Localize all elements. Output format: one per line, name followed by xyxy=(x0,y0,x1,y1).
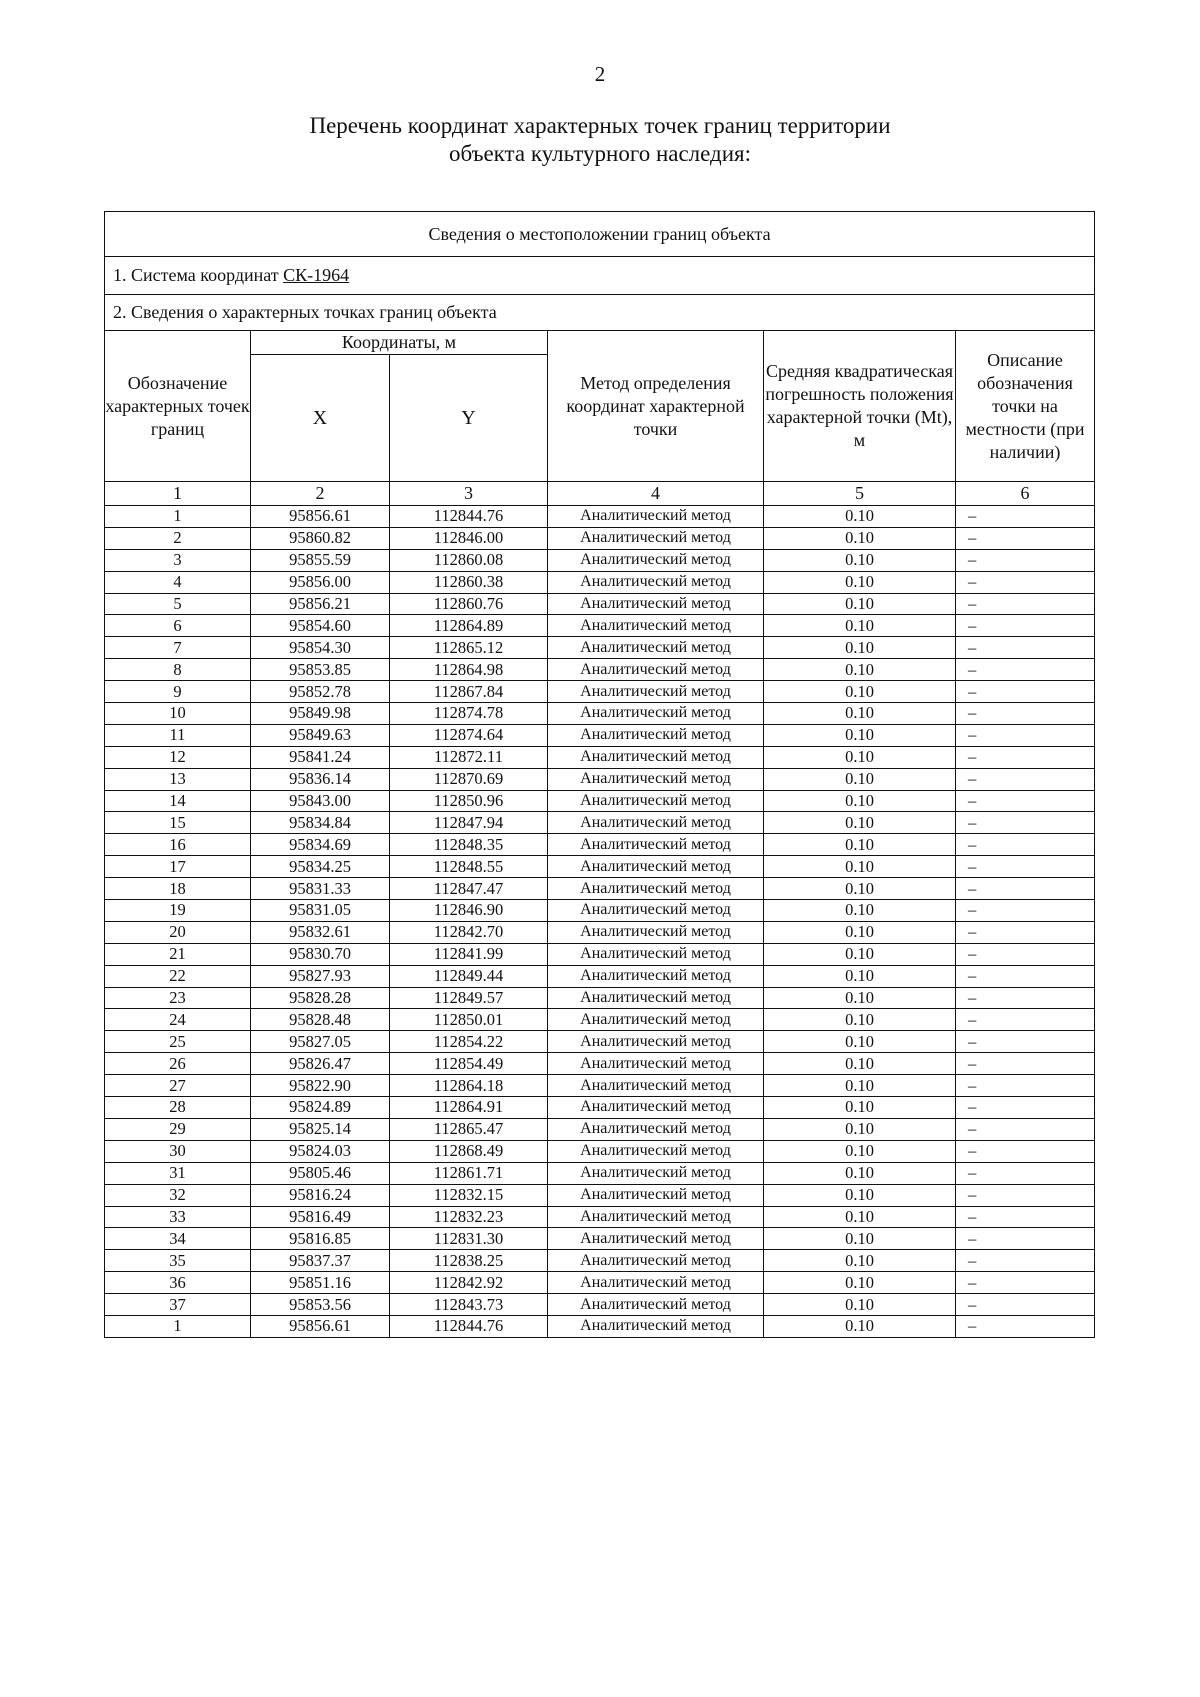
table-row xyxy=(105,812,1095,834)
description-cell: – xyxy=(956,921,1095,943)
x-coordinate-cell: 95836.14 xyxy=(251,768,390,790)
x-coordinate-cell: 95852.78 xyxy=(251,681,390,703)
column-number: 6 xyxy=(956,482,1095,506)
y-coordinate-cell: 112842.70 xyxy=(390,921,548,943)
error-cell: 0.10 xyxy=(764,1184,956,1206)
method-cell: Аналитический метод xyxy=(548,506,764,528)
error-cell: 0.10 xyxy=(764,593,956,615)
x-coordinate-cell: 95834.25 xyxy=(251,856,390,878)
error-cell: 0.10 xyxy=(764,681,956,703)
point-id-cell: 33 xyxy=(105,1206,251,1228)
table-row xyxy=(105,637,1095,659)
table-row xyxy=(105,1140,1095,1162)
description-cell: – xyxy=(956,571,1095,593)
x-coordinate-cell: 95805.46 xyxy=(251,1162,390,1184)
y-coordinate-cell: 112854.49 xyxy=(390,1053,548,1075)
point-id-cell: 32 xyxy=(105,1184,251,1206)
error-cell: 0.10 xyxy=(764,965,956,987)
table-row xyxy=(105,746,1095,768)
table-row xyxy=(105,1228,1095,1250)
table-row xyxy=(105,900,1095,922)
error-cell: 0.10 xyxy=(764,812,956,834)
description-cell: – xyxy=(956,1250,1095,1272)
coordinates-table xyxy=(104,211,1095,1338)
table-row xyxy=(105,593,1095,615)
y-coordinate-cell: 112844.76 xyxy=(390,1315,548,1337)
method-cell: Аналитический метод xyxy=(548,637,764,659)
table-row xyxy=(105,527,1095,549)
table-row xyxy=(105,681,1095,703)
point-id-cell: 7 xyxy=(105,637,251,659)
method-cell: Аналитический метод xyxy=(548,1097,764,1119)
method-cell: Аналитический метод xyxy=(548,681,764,703)
point-id-cell: 13 xyxy=(105,768,251,790)
error-cell: 0.10 xyxy=(764,571,956,593)
point-id-cell: 26 xyxy=(105,1053,251,1075)
error-cell: 0.10 xyxy=(764,1294,956,1316)
description-cell: – xyxy=(956,659,1095,681)
point-id-cell: 5 xyxy=(105,593,251,615)
method-cell: Аналитический метод xyxy=(548,1031,764,1053)
document-title xyxy=(0,112,1200,168)
description-cell: – xyxy=(956,593,1095,615)
method-cell: Аналитический метод xyxy=(548,1118,764,1140)
error-cell: 0.10 xyxy=(764,1315,956,1337)
y-coordinate-cell: 112847.47 xyxy=(390,878,548,900)
error-cell: 0.10 xyxy=(764,921,956,943)
description-cell: – xyxy=(956,878,1095,900)
x-coordinate-cell: 95856.00 xyxy=(251,571,390,593)
table-row xyxy=(105,921,1095,943)
error-cell: 0.10 xyxy=(764,1053,956,1075)
header-designation: Обозначение характерных точек границ xyxy=(105,331,251,482)
point-id-cell: 25 xyxy=(105,1031,251,1053)
method-cell: Аналитический метод xyxy=(548,1053,764,1075)
x-coordinate-cell: 95825.14 xyxy=(251,1118,390,1140)
method-cell: Аналитический метод xyxy=(548,571,764,593)
point-id-cell: 9 xyxy=(105,681,251,703)
method-cell: Аналитический метод xyxy=(548,1009,764,1031)
description-cell: – xyxy=(956,1075,1095,1097)
header-y: Y xyxy=(390,355,548,482)
table-row xyxy=(105,615,1095,637)
y-coordinate-cell: 112843.73 xyxy=(390,1294,548,1316)
point-id-cell: 1 xyxy=(105,1315,251,1337)
y-coordinate-cell: 112860.38 xyxy=(390,571,548,593)
title-line-2: объекта культурного наследия: xyxy=(448,141,752,166)
x-coordinate-cell: 95831.33 xyxy=(251,878,390,900)
method-cell: Аналитический метод xyxy=(548,549,764,571)
error-cell: 0.10 xyxy=(764,724,956,746)
y-coordinate-cell: 112850.01 xyxy=(390,1009,548,1031)
error-cell: 0.10 xyxy=(764,659,956,681)
point-id-cell: 8 xyxy=(105,659,251,681)
error-cell: 0.10 xyxy=(764,768,956,790)
table-row xyxy=(105,965,1095,987)
x-coordinate-cell: 95854.60 xyxy=(251,615,390,637)
description-cell: – xyxy=(956,1053,1095,1075)
description-cell: – xyxy=(956,549,1095,571)
description-cell: – xyxy=(956,900,1095,922)
method-cell: Аналитический метод xyxy=(548,1228,764,1250)
description-cell: – xyxy=(956,943,1095,965)
table-row xyxy=(105,1206,1095,1228)
y-coordinate-cell: 112831.30 xyxy=(390,1228,548,1250)
description-cell: – xyxy=(956,681,1095,703)
point-id-cell: 1 xyxy=(105,506,251,528)
x-coordinate-cell: 95860.82 xyxy=(251,527,390,549)
y-coordinate-cell: 112872.11 xyxy=(390,746,548,768)
method-cell: Аналитический метод xyxy=(548,921,764,943)
y-coordinate-cell: 112841.99 xyxy=(390,943,548,965)
point-id-cell: 37 xyxy=(105,1294,251,1316)
x-coordinate-cell: 95849.63 xyxy=(251,724,390,746)
column-number: 4 xyxy=(548,482,764,506)
x-coordinate-cell: 95824.03 xyxy=(251,1140,390,1162)
table-row xyxy=(105,1250,1095,1272)
table-caption: Сведения о местоположении границ объекта xyxy=(105,212,1095,257)
error-cell: 0.10 xyxy=(764,703,956,725)
point-id-cell: 28 xyxy=(105,1097,251,1119)
points-info-heading: 2. Сведения о характерных точках границ объекта xyxy=(105,295,1095,331)
method-cell: Аналитический метод xyxy=(548,659,764,681)
description-cell: – xyxy=(956,1009,1095,1031)
y-coordinate-cell: 112864.89 xyxy=(390,615,548,637)
table-row xyxy=(105,943,1095,965)
method-cell: Аналитический метод xyxy=(548,703,764,725)
x-coordinate-cell: 95834.84 xyxy=(251,812,390,834)
table-row xyxy=(105,768,1095,790)
x-coordinate-cell: 95841.24 xyxy=(251,746,390,768)
table-row xyxy=(105,878,1095,900)
method-cell: Аналитический метод xyxy=(548,1206,764,1228)
table-row xyxy=(105,790,1095,812)
error-cell: 0.10 xyxy=(764,1031,956,1053)
x-coordinate-cell: 95853.85 xyxy=(251,659,390,681)
x-coordinate-cell: 95831.05 xyxy=(251,900,390,922)
point-id-cell: 4 xyxy=(105,571,251,593)
error-cell: 0.10 xyxy=(764,943,956,965)
y-coordinate-cell: 112854.22 xyxy=(390,1031,548,1053)
error-cell: 0.10 xyxy=(764,1206,956,1228)
error-cell: 0.10 xyxy=(764,615,956,637)
description-cell: – xyxy=(956,1140,1095,1162)
x-coordinate-cell: 95830.70 xyxy=(251,943,390,965)
table-row xyxy=(105,1315,1095,1337)
table-row xyxy=(105,1118,1095,1140)
y-coordinate-cell: 112848.35 xyxy=(390,834,548,856)
method-cell: Аналитический метод xyxy=(548,1250,764,1272)
table-row xyxy=(105,987,1095,1009)
y-coordinate-cell: 112832.23 xyxy=(390,1206,548,1228)
x-coordinate-cell: 95826.47 xyxy=(251,1053,390,1075)
error-cell: 0.10 xyxy=(764,856,956,878)
description-cell: – xyxy=(956,1206,1095,1228)
error-cell: 0.10 xyxy=(764,1162,956,1184)
y-coordinate-cell: 112860.76 xyxy=(390,593,548,615)
y-coordinate-cell: 112861.71 xyxy=(390,1162,548,1184)
description-cell: – xyxy=(956,790,1095,812)
title-line-1: Перечень координат характерных точек границ территории xyxy=(309,113,891,138)
method-cell: Аналитический метод xyxy=(548,790,764,812)
description-cell: – xyxy=(956,856,1095,878)
method-cell: Аналитический метод xyxy=(548,1184,764,1206)
y-coordinate-cell: 112870.69 xyxy=(390,768,548,790)
error-cell: 0.10 xyxy=(764,549,956,571)
description-cell: – xyxy=(956,1097,1095,1119)
description-cell: – xyxy=(956,987,1095,1009)
description-cell: – xyxy=(956,1272,1095,1294)
point-id-cell: 19 xyxy=(105,900,251,922)
point-id-cell: 16 xyxy=(105,834,251,856)
coordinate-system-label: 1. Система координат xyxy=(113,265,284,285)
y-coordinate-cell: 112864.98 xyxy=(390,659,548,681)
y-coordinate-cell: 112847.94 xyxy=(390,812,548,834)
description-cell: – xyxy=(956,724,1095,746)
method-cell: Аналитический метод xyxy=(548,1075,764,1097)
description-cell: – xyxy=(956,703,1095,725)
point-id-cell: 20 xyxy=(105,921,251,943)
method-cell: Аналитический метод xyxy=(548,768,764,790)
point-id-cell: 31 xyxy=(105,1162,251,1184)
point-id-cell: 18 xyxy=(105,878,251,900)
error-cell: 0.10 xyxy=(764,506,956,528)
error-cell: 0.10 xyxy=(764,1075,956,1097)
method-cell: Аналитический метод xyxy=(548,878,764,900)
x-coordinate-cell: 95849.98 xyxy=(251,703,390,725)
table-row xyxy=(105,1272,1095,1294)
method-cell: Аналитический метод xyxy=(548,965,764,987)
y-coordinate-cell: 112864.91 xyxy=(390,1097,548,1119)
description-cell: – xyxy=(956,1315,1095,1337)
x-coordinate-cell: 95856.61 xyxy=(251,1315,390,1337)
table-row xyxy=(105,506,1095,528)
point-id-cell: 3 xyxy=(105,549,251,571)
y-coordinate-cell: 112865.12 xyxy=(390,637,548,659)
description-cell: – xyxy=(956,965,1095,987)
y-coordinate-cell: 112838.25 xyxy=(390,1250,548,1272)
table-row xyxy=(105,1053,1095,1075)
error-cell: 0.10 xyxy=(764,987,956,1009)
point-id-cell: 36 xyxy=(105,1272,251,1294)
x-coordinate-cell: 95855.59 xyxy=(251,549,390,571)
error-cell: 0.10 xyxy=(764,1140,956,1162)
header-error: Средняя квадратическая погрешность положения характерной точки (Mt), м xyxy=(764,331,956,482)
x-coordinate-cell: 95843.00 xyxy=(251,790,390,812)
x-coordinate-cell: 95822.90 xyxy=(251,1075,390,1097)
x-coordinate-cell: 95856.21 xyxy=(251,593,390,615)
description-cell: – xyxy=(956,812,1095,834)
x-coordinate-cell: 95824.89 xyxy=(251,1097,390,1119)
y-coordinate-cell: 112868.49 xyxy=(390,1140,548,1162)
table-row xyxy=(105,1009,1095,1031)
description-cell: – xyxy=(956,1228,1095,1250)
method-cell: Аналитический метод xyxy=(548,1294,764,1316)
x-coordinate-cell: 95854.30 xyxy=(251,637,390,659)
error-cell: 0.10 xyxy=(764,1009,956,1031)
point-id-cell: 2 xyxy=(105,527,251,549)
error-cell: 0.10 xyxy=(764,1250,956,1272)
method-cell: Аналитический метод xyxy=(548,812,764,834)
table-row xyxy=(105,571,1095,593)
x-coordinate-cell: 95832.61 xyxy=(251,921,390,943)
description-cell: – xyxy=(956,746,1095,768)
y-coordinate-cell: 112846.90 xyxy=(390,900,548,922)
x-coordinate-cell: 95856.61 xyxy=(251,506,390,528)
description-cell: – xyxy=(956,1184,1095,1206)
point-id-cell: 34 xyxy=(105,1228,251,1250)
table-row xyxy=(105,1097,1095,1119)
point-id-cell: 15 xyxy=(105,812,251,834)
header-method: Метод определения координат характерной точки xyxy=(548,331,764,482)
description-cell: – xyxy=(956,768,1095,790)
method-cell: Аналитический метод xyxy=(548,1315,764,1337)
point-id-cell: 11 xyxy=(105,724,251,746)
point-id-cell: 27 xyxy=(105,1075,251,1097)
x-coordinate-cell: 95828.28 xyxy=(251,987,390,1009)
point-id-cell: 10 xyxy=(105,703,251,725)
point-id-cell: 6 xyxy=(105,615,251,637)
point-id-cell: 30 xyxy=(105,1140,251,1162)
error-cell: 0.10 xyxy=(764,1272,956,1294)
method-cell: Аналитический метод xyxy=(548,527,764,549)
description-cell: – xyxy=(956,834,1095,856)
method-cell: Аналитический метод xyxy=(548,1272,764,1294)
error-cell: 0.10 xyxy=(764,637,956,659)
method-cell: Аналитический метод xyxy=(548,1140,764,1162)
coordinate-system-value: СК-1964 xyxy=(283,265,350,285)
error-cell: 0.10 xyxy=(764,1097,956,1119)
x-coordinate-cell: 95853.56 xyxy=(251,1294,390,1316)
page-number: 2 xyxy=(594,62,606,86)
method-cell: Аналитический метод xyxy=(548,593,764,615)
table-row xyxy=(105,549,1095,571)
error-cell: 0.10 xyxy=(764,527,956,549)
description-cell: – xyxy=(956,615,1095,637)
point-id-cell: 24 xyxy=(105,1009,251,1031)
method-cell: Аналитический метод xyxy=(548,834,764,856)
error-cell: 0.10 xyxy=(764,1228,956,1250)
header-coordinates: Координаты, м xyxy=(251,331,548,355)
description-cell: – xyxy=(956,506,1095,528)
point-id-cell: 23 xyxy=(105,987,251,1009)
column-number: 5 xyxy=(764,482,956,506)
point-id-cell: 29 xyxy=(105,1118,251,1140)
error-cell: 0.10 xyxy=(764,746,956,768)
column-number: 2 xyxy=(251,482,390,506)
method-cell: Аналитический метод xyxy=(548,615,764,637)
y-coordinate-cell: 112842.92 xyxy=(390,1272,548,1294)
method-cell: Аналитический метод xyxy=(548,987,764,1009)
table-row xyxy=(105,1162,1095,1184)
method-cell: Аналитический метод xyxy=(548,1162,764,1184)
y-coordinate-cell: 112846.00 xyxy=(390,527,548,549)
error-cell: 0.10 xyxy=(764,790,956,812)
x-coordinate-cell: 95837.37 xyxy=(251,1250,390,1272)
method-cell: Аналитический метод xyxy=(548,746,764,768)
description-cell: – xyxy=(956,637,1095,659)
description-cell: – xyxy=(956,527,1095,549)
x-coordinate-cell: 95816.85 xyxy=(251,1228,390,1250)
point-id-cell: 14 xyxy=(105,790,251,812)
y-coordinate-cell: 112849.57 xyxy=(390,987,548,1009)
point-id-cell: 22 xyxy=(105,965,251,987)
point-id-cell: 21 xyxy=(105,943,251,965)
description-cell: – xyxy=(956,1162,1095,1184)
header-description: Описание обозначения точки на местности (при наличии) xyxy=(956,331,1095,482)
table-row xyxy=(105,834,1095,856)
x-coordinate-cell: 95827.93 xyxy=(251,965,390,987)
description-cell: – xyxy=(956,1031,1095,1053)
y-coordinate-cell: 112860.08 xyxy=(390,549,548,571)
y-coordinate-cell: 112848.55 xyxy=(390,856,548,878)
table-row xyxy=(105,724,1095,746)
method-cell: Аналитический метод xyxy=(548,900,764,922)
x-coordinate-cell: 95834.69 xyxy=(251,834,390,856)
point-id-cell: 35 xyxy=(105,1250,251,1272)
table-row xyxy=(105,1031,1095,1053)
column-numbers-row xyxy=(105,482,1095,506)
description-cell: – xyxy=(956,1118,1095,1140)
method-cell: Аналитический метод xyxy=(548,943,764,965)
error-cell: 0.10 xyxy=(764,900,956,922)
column-number: 1 xyxy=(105,482,251,506)
error-cell: 0.10 xyxy=(764,834,956,856)
error-cell: 0.10 xyxy=(764,878,956,900)
table-row xyxy=(105,703,1095,725)
y-coordinate-cell: 112832.15 xyxy=(390,1184,548,1206)
table-row xyxy=(105,659,1095,681)
y-coordinate-cell: 112874.64 xyxy=(390,724,548,746)
table-row xyxy=(105,1184,1095,1206)
error-cell: 0.10 xyxy=(764,1118,956,1140)
method-cell: Аналитический метод xyxy=(548,856,764,878)
point-id-cell: 17 xyxy=(105,856,251,878)
method-cell: Аналитический метод xyxy=(548,724,764,746)
x-coordinate-cell: 95827.05 xyxy=(251,1031,390,1053)
x-coordinate-cell: 95828.48 xyxy=(251,1009,390,1031)
table-row xyxy=(105,856,1095,878)
y-coordinate-cell: 112865.47 xyxy=(390,1118,548,1140)
table-row xyxy=(105,1075,1095,1097)
y-coordinate-cell: 112850.96 xyxy=(390,790,548,812)
y-coordinate-cell: 112864.18 xyxy=(390,1075,548,1097)
header-x: X xyxy=(251,355,390,482)
x-coordinate-cell: 95816.49 xyxy=(251,1206,390,1228)
y-coordinate-cell: 112844.76 xyxy=(390,506,548,528)
y-coordinate-cell: 112874.78 xyxy=(390,703,548,725)
coordinate-system xyxy=(105,257,1095,295)
y-coordinate-cell: 112867.84 xyxy=(390,681,548,703)
column-number: 3 xyxy=(390,482,548,506)
point-id-cell: 12 xyxy=(105,746,251,768)
x-coordinate-cell: 95816.24 xyxy=(251,1184,390,1206)
table-row xyxy=(105,1294,1095,1316)
description-cell: – xyxy=(956,1294,1095,1316)
y-coordinate-cell: 112849.44 xyxy=(390,965,548,987)
x-coordinate-cell: 95851.16 xyxy=(251,1272,390,1294)
